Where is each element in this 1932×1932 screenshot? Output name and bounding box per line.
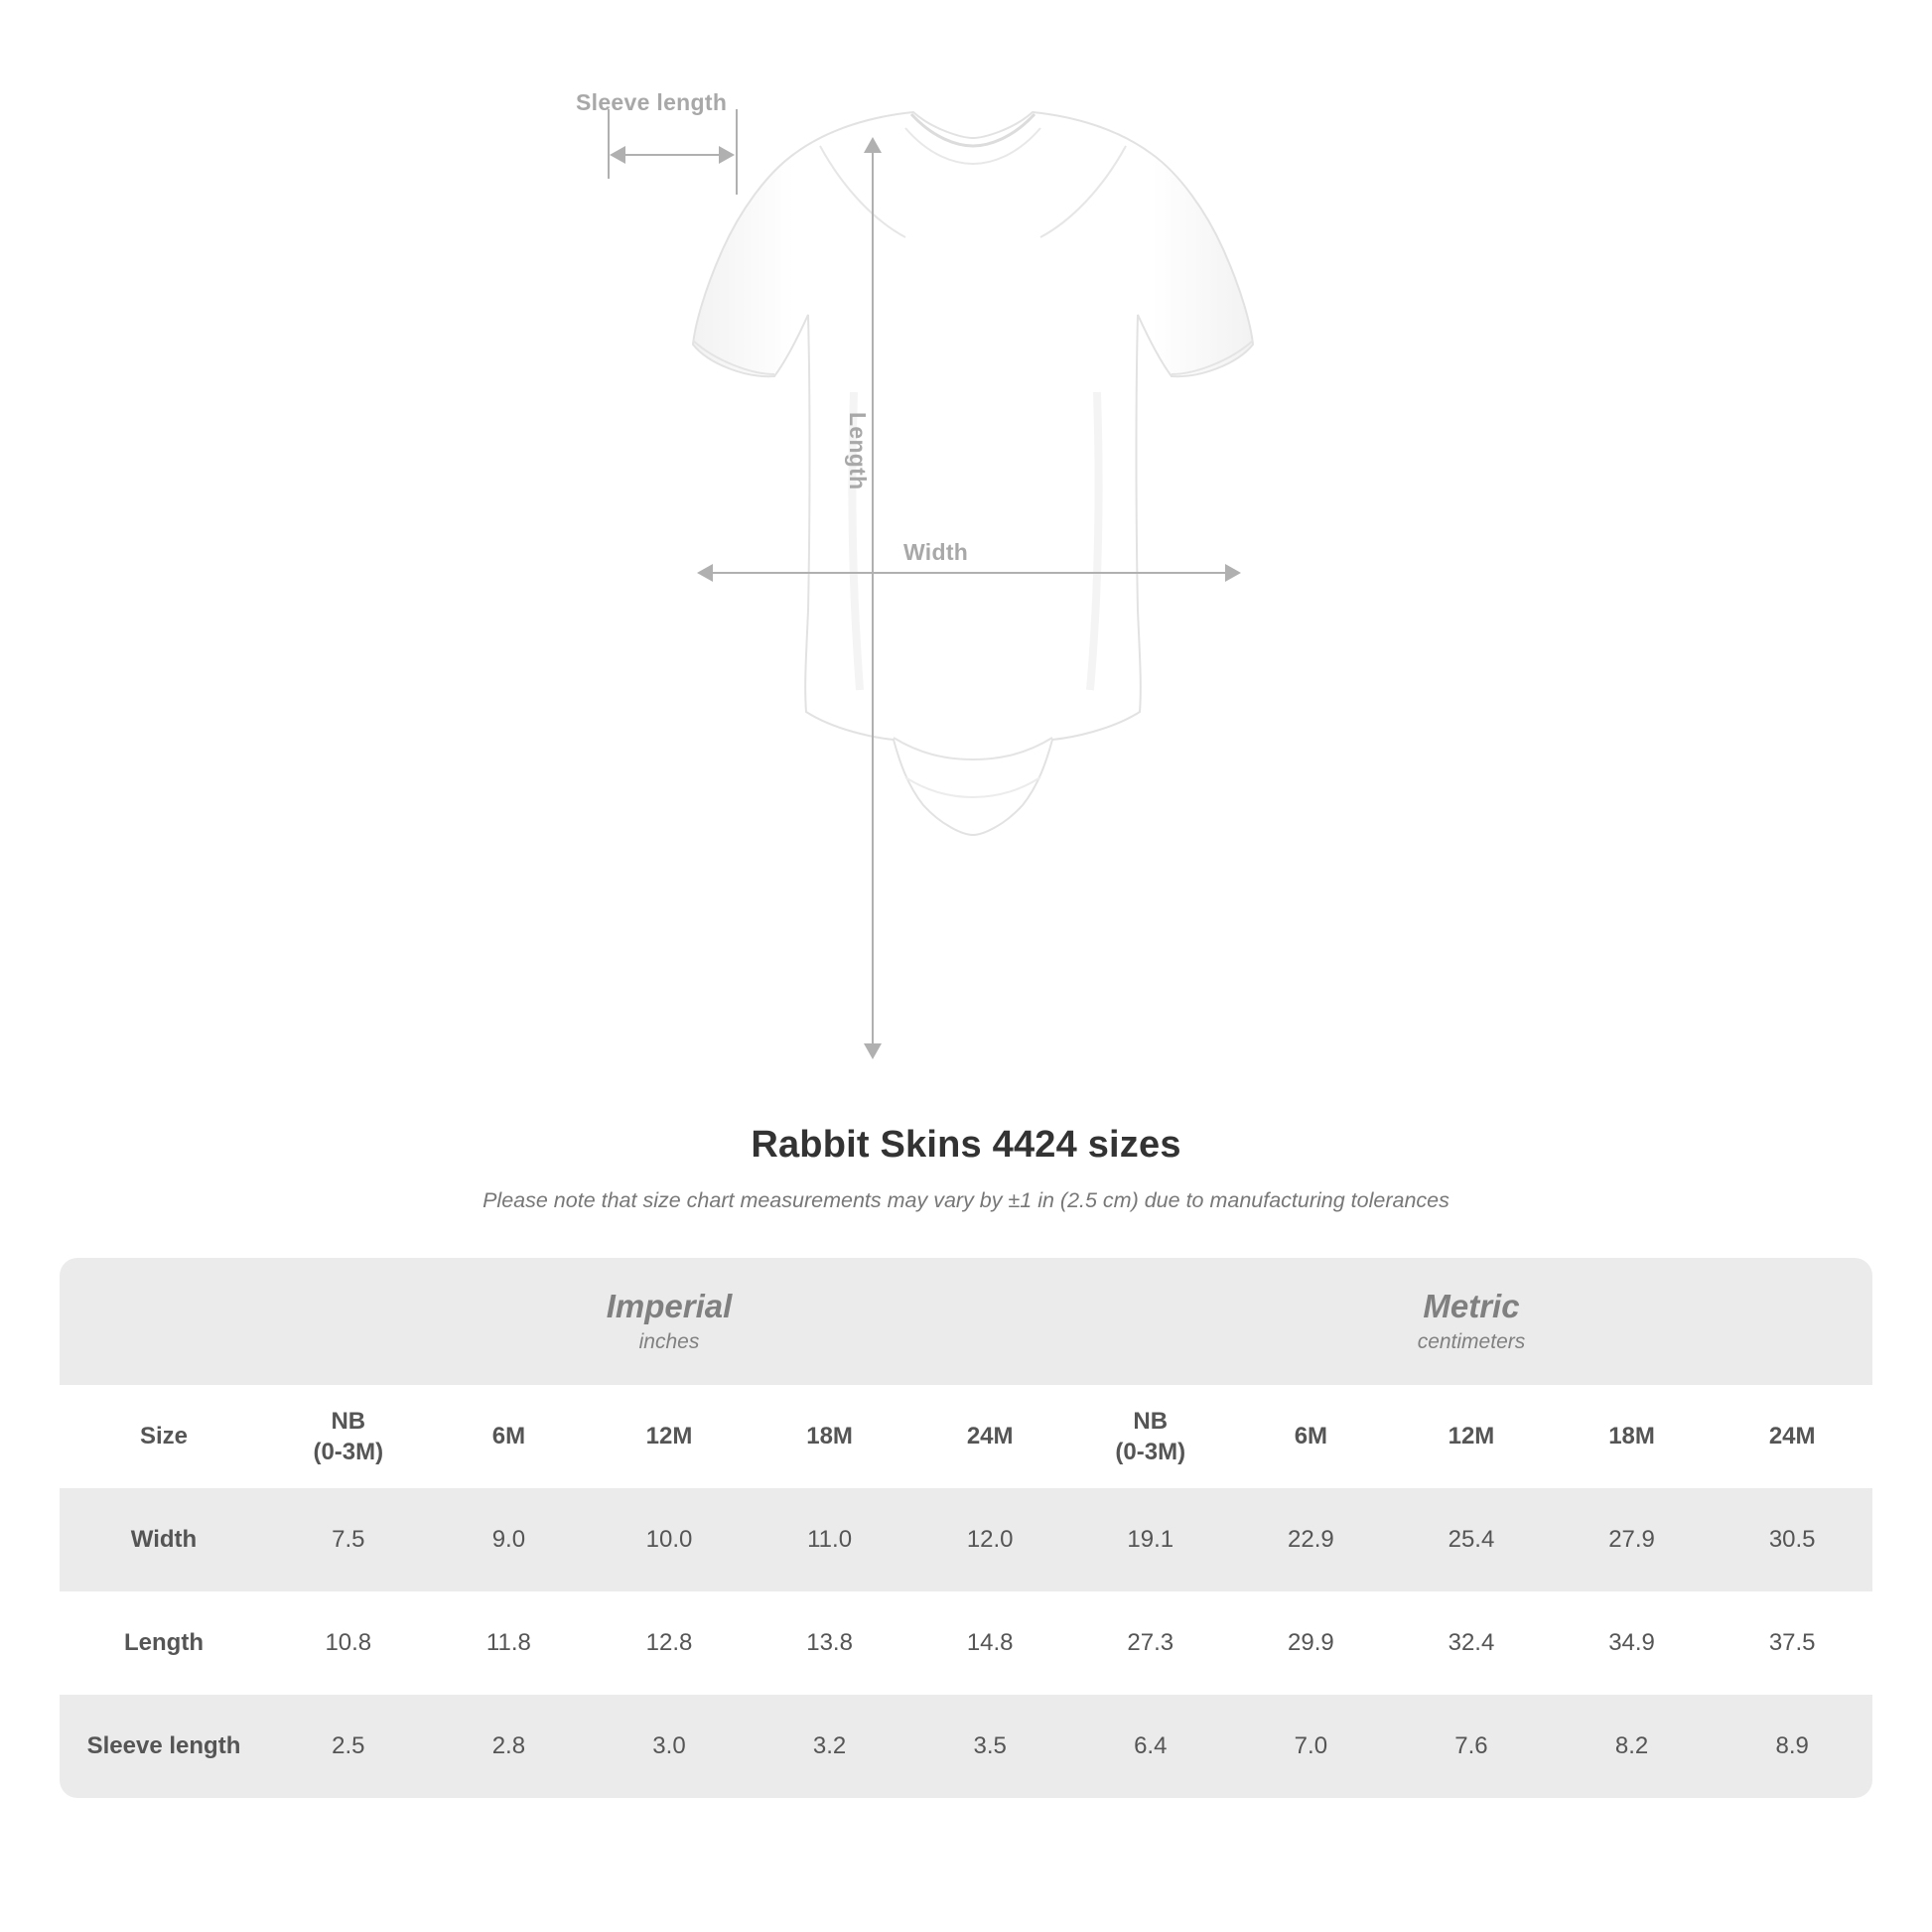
unit-metric-name: Metric	[1423, 1287, 1520, 1324]
cell: 11.0	[750, 1488, 910, 1591]
width-label: Width	[903, 539, 969, 565]
cell: 27.3	[1070, 1591, 1231, 1695]
cell: 12.8	[589, 1591, 750, 1695]
cell: 2.5	[268, 1695, 429, 1798]
unit-spacer	[60, 1258, 268, 1385]
cell: 22.9	[1231, 1488, 1392, 1591]
cell: 7.6	[1391, 1695, 1552, 1798]
cell: 29.9	[1231, 1591, 1392, 1695]
size-table-wrapper	[60, 1258, 1872, 1798]
row-label-width: Width	[60, 1488, 268, 1591]
cell: 12.0	[909, 1488, 1070, 1591]
cell: 10.0	[589, 1488, 750, 1591]
col-header-12m-imperial: 12M	[589, 1385, 750, 1488]
col-header-nb-metric	[1070, 1385, 1231, 1488]
col-header-line2: (0-3M)	[1115, 1439, 1186, 1465]
row-label-sleeve-length: Sleeve length	[60, 1695, 268, 1798]
cell: 27.9	[1552, 1488, 1713, 1591]
cell: 8.2	[1552, 1695, 1713, 1798]
cell: 13.8	[750, 1591, 910, 1695]
col-header-6m-imperial: 6M	[429, 1385, 590, 1488]
table-row	[60, 1488, 1872, 1591]
col-header-12m-metric: 12M	[1391, 1385, 1552, 1488]
col-header-line2: (0-3M)	[313, 1439, 384, 1465]
col-header-line1: NB	[1133, 1407, 1169, 1435]
unit-metric-sub: centimeters	[1417, 1329, 1526, 1353]
table-row	[60, 1591, 1872, 1695]
cell: 10.8	[268, 1591, 429, 1695]
cell: 37.5	[1712, 1591, 1872, 1695]
cell: 7.0	[1231, 1695, 1392, 1798]
cell: 3.5	[909, 1695, 1070, 1798]
size-header: Size	[60, 1385, 268, 1488]
sleeve-length-label: Sleeve length	[576, 89, 728, 115]
col-header-24m-imperial: 24M	[909, 1385, 1070, 1488]
cell: 32.4	[1391, 1591, 1552, 1695]
cell: 34.9	[1552, 1591, 1713, 1695]
cell: 30.5	[1712, 1488, 1872, 1591]
unit-imperial-sub: inches	[638, 1329, 700, 1353]
unit-header-row	[60, 1258, 1872, 1385]
col-header-18m-imperial: 18M	[750, 1385, 910, 1488]
cell: 3.2	[750, 1695, 910, 1798]
length-label: Length	[845, 412, 871, 490]
size-table	[60, 1258, 1872, 1798]
tolerance-note: Please note that size chart measurements may vary by ±1 in (2.5 cm) due to manufacturing tolerances	[483, 1188, 1449, 1212]
cell: 14.8	[909, 1591, 1070, 1695]
col-header-6m-metric: 6M	[1231, 1385, 1392, 1488]
cell: 9.0	[429, 1488, 590, 1591]
cell: 19.1	[1070, 1488, 1231, 1591]
cell: 2.8	[429, 1695, 590, 1798]
cell: 6.4	[1070, 1695, 1231, 1798]
unit-imperial-name: Imperial	[606, 1287, 733, 1324]
col-header-18m-metric: 18M	[1552, 1385, 1713, 1488]
table-row	[60, 1695, 1872, 1798]
col-header-nb-imperial	[268, 1385, 429, 1488]
cell: 25.4	[1391, 1488, 1552, 1591]
cell: 8.9	[1712, 1695, 1872, 1798]
column-header-row	[60, 1385, 1872, 1488]
cell: 11.8	[429, 1591, 590, 1695]
cell: 3.0	[589, 1695, 750, 1798]
page-title: Rabbit Skins 4424 sizes	[751, 1124, 1181, 1166]
unit-metric	[1070, 1258, 1872, 1385]
col-header-24m-metric: 24M	[1712, 1385, 1872, 1488]
col-header-line1: NB	[331, 1407, 366, 1435]
unit-imperial	[268, 1258, 1070, 1385]
title-block	[0, 1124, 1932, 1213]
row-label-length: Length	[60, 1591, 268, 1695]
cell: 7.5	[268, 1488, 429, 1591]
